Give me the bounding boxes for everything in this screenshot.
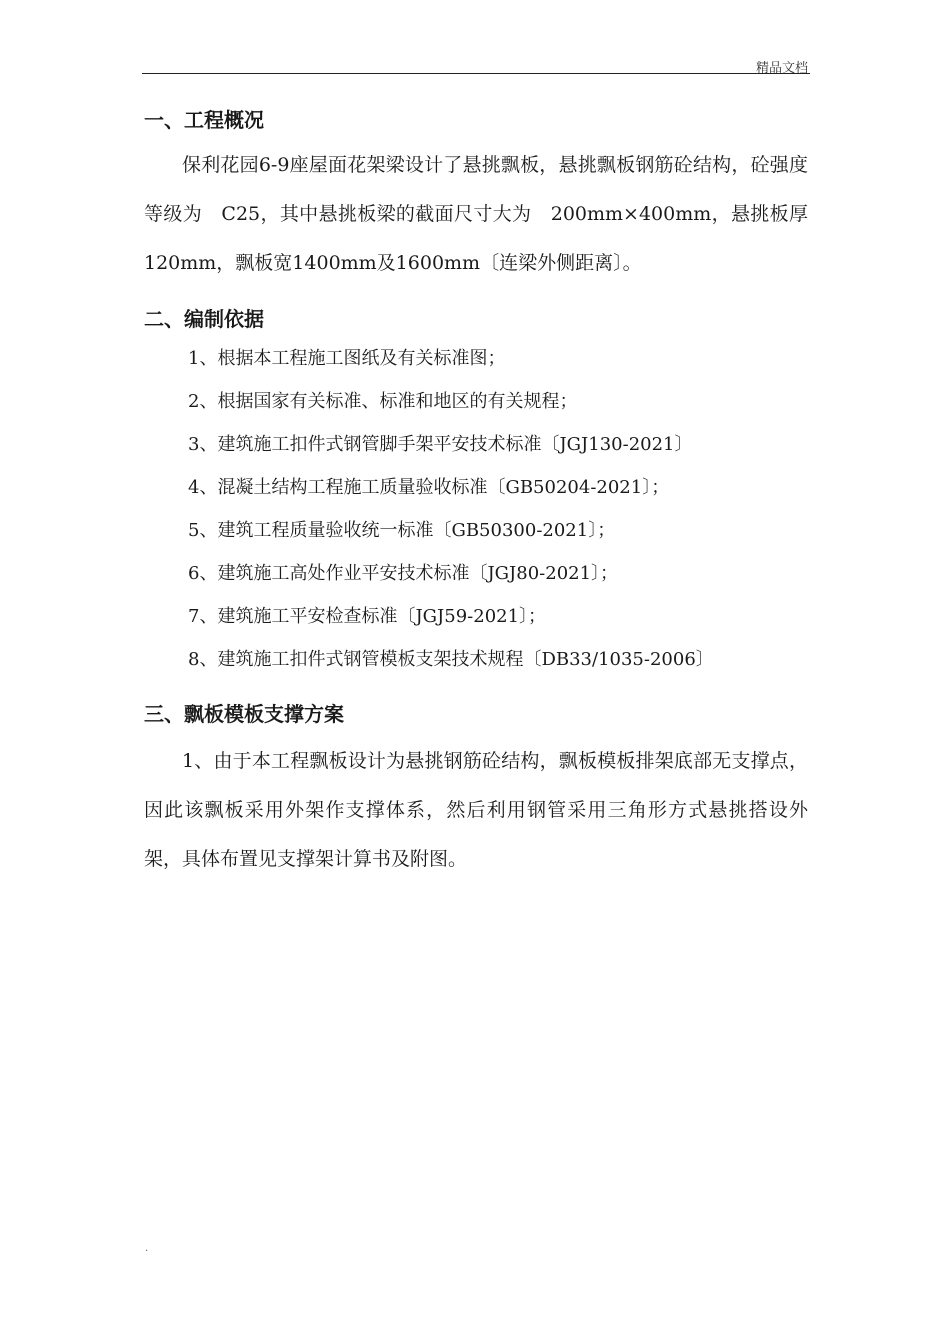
basis-list [144,337,808,681]
section-heading-basis: 二、编制依据 [144,307,264,331]
header-divider [142,73,810,74]
overview-paragraph: 保利花园6-9座屋面花架梁设计了悬挑飘板，悬挑飘板钢筋砼结构，砼强度等级为 C25，其中悬挑板梁的截面尺寸大为 200mm×400mm，悬挑板厚120mm，飘板宽1400mm及1600mm〔连梁外侧距离〕。 [144,154,808,274]
document-body [144,100,808,884]
header-label: 精品文档 [755,61,808,76]
list-item: 2、根据国家有关标准、标准和地区的有关规程； [188,391,578,412]
footer-mark: . [145,1243,149,1254]
section-heading-overview: 一、工程概况 [144,108,264,132]
list-item: 7、建筑施工平安检查标准〔JGJ59-2021〕； [188,606,547,627]
support-plan-paragraph: 1、由于本工程飘板设计为悬挑钢筋砼结构，飘板模板排架底部无支撑点，因此该飘板采用外架作支撑体系，然后利用钢管采用三角形方式悬挑搭设外架，具体布置见支撑架计算书及附图。 [144,750,808,870]
section-heading-support-plan: 三、飘板模板支撑方案 [144,702,344,726]
list-item: 8、建筑施工扣件式钢管模板支架技术规程〔DB33/1035-2006〕 [188,649,714,670]
list-item: 1、根据本工程施工图纸及有关标准图； [188,348,506,369]
list-item: 5、建筑工程质量验收统一标准〔GB50300-2021〕； [188,520,616,541]
list-item: 3、建筑施工扣件式钢管脚手架平安技术标准〔JGJ130-2021〕 [188,434,693,455]
list-item: 6、建筑施工高处作业平安技术标准〔JGJ80-2021〕； [188,563,619,584]
list-item: 4、混凝土结构工程施工质量验收标准〔GB50204-2021〕； [188,477,670,498]
